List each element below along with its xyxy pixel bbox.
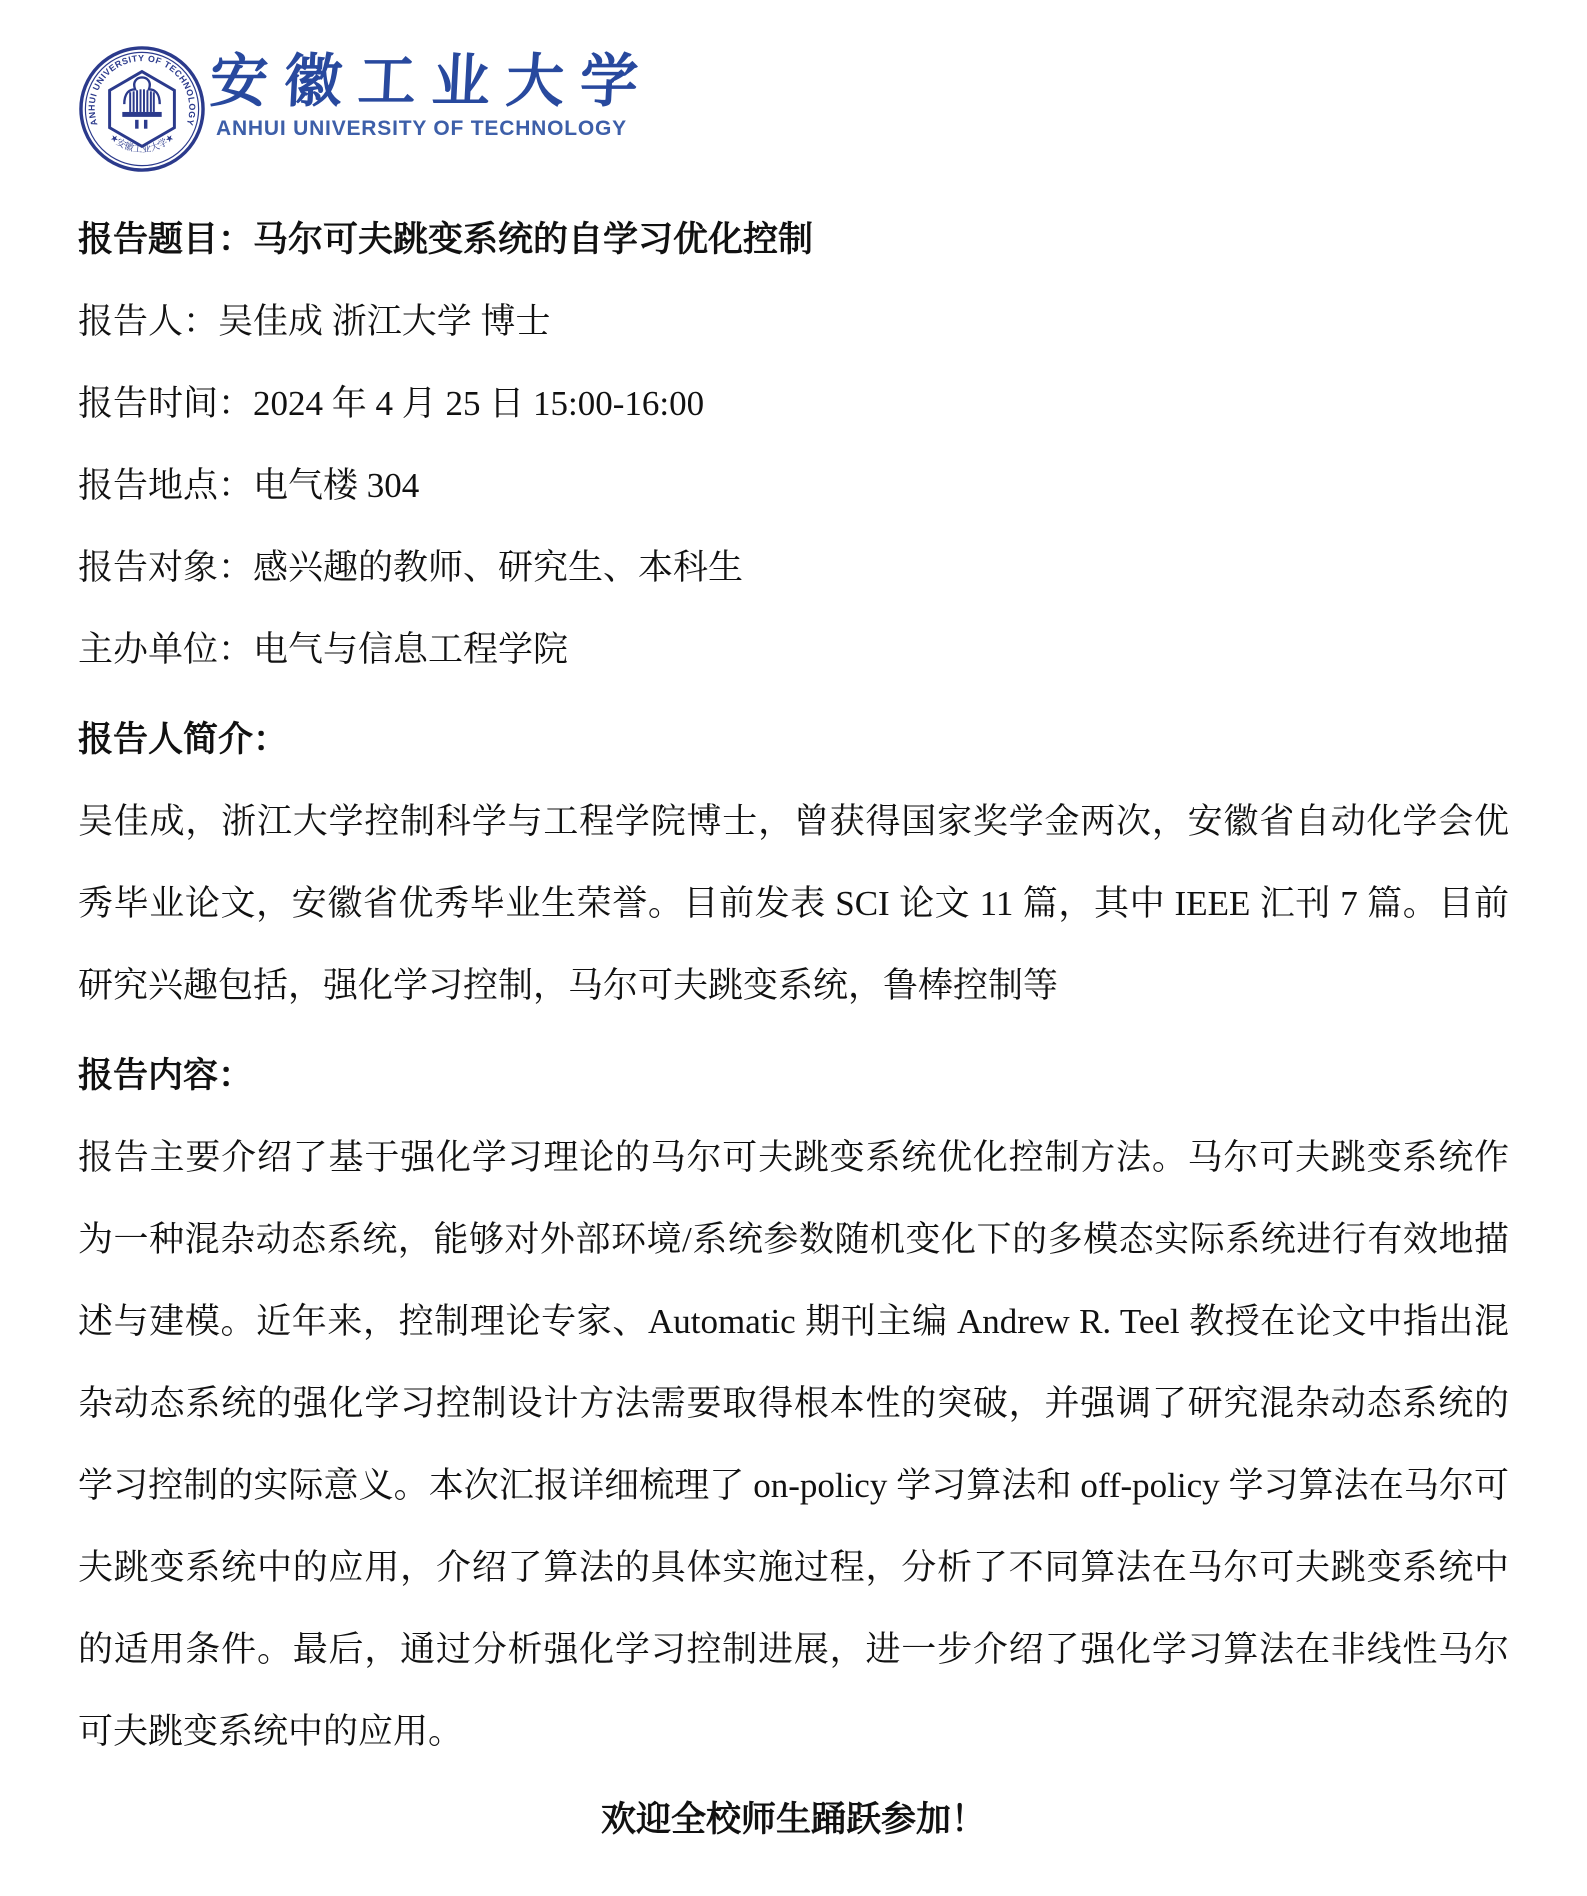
seal-gate-glyph bbox=[122, 77, 161, 128]
report-location-line: 报告地点：电气楼 304 bbox=[78, 466, 420, 505]
seal-arc-text: ANHUI UNIVERSITY OF TECHNOLOGY bbox=[86, 53, 198, 127]
university-seal-icon bbox=[78, 45, 206, 173]
university-name-chinese: 安徽工业大学 bbox=[208, 49, 656, 114]
speaker-bio-paragraph: 吴佳成，浙江大学控制科学与工程学院博士，曾获得国家奖学金两次，安徽省自动化学会优秀毕业论文，安徽省优秀毕业生荣誉。目前发表 SCI 论文 11 篇，其中 IEEE 汇刊 7 篇。目前研究兴趣包括，强化学习控制，马尔可夫跳变系统，鲁棒控制等 bbox=[78, 802, 1509, 1005]
report-audience-line: 报告对象：感兴趣的教师、研究生、本科生 bbox=[78, 548, 744, 587]
report-speaker-line: 报告人：吴佳成 浙江大学 博士 bbox=[78, 302, 551, 341]
welcome-footer: 欢迎全校师生踊跃参加！ bbox=[600, 1800, 986, 1839]
speaker-bio-heading: 报告人简介： bbox=[78, 720, 289, 759]
university-name-english: ANHUI UNIVERSITY OF TECHNOLOGY bbox=[216, 117, 627, 140]
university-logo bbox=[78, 45, 1509, 177]
report-organizer-line: 主办单位：电气与信息工程学院 bbox=[78, 630, 569, 669]
announcement-body bbox=[78, 199, 1509, 1861]
report-time-line: 报告时间：2024 年 4 月 25 日 15:00-16:00 bbox=[78, 384, 705, 423]
report-title-line: 报告题目：马尔可夫跳变系统的自学习优化控制 bbox=[78, 220, 814, 259]
logo-wordmark bbox=[210, 45, 654, 143]
seal-hexagon bbox=[110, 72, 175, 147]
report-content-heading: 报告内容： bbox=[78, 1056, 254, 1095]
seal-bottom-text: ★安徽工业大学★ bbox=[107, 132, 177, 155]
report-content-paragraph: 报告主要介绍了基于强化学习理论的马尔可夫跳变系统优化控制方法。马尔可夫跳变系统作为一种混杂动态系统，能够对外部环境/系统参数随机变化下的多模态实际系统进行有效地描述与建模。近年来，控制理论专家、Automatic 期刊主编 Andrew R. Teel 教授在论文中指出混杂动态系统的强化学习控制设计方法需要取得根本性的突破，并强调了研究混杂动态系统的学习控制的实际意义。本次汇报详细梳理了 on-policy 学习算法和 off-policy 学习算法在马尔可夫跳变系统中的应用，介绍了算法的具体实施过程，分析了不同算法在马尔可夫跳变系统中的适用条件。最后，通过分析强化学习控制进展，进一步介绍了强化学习算法在非线性马尔可夫跳变系统中的应用。 bbox=[78, 1138, 1509, 1751]
